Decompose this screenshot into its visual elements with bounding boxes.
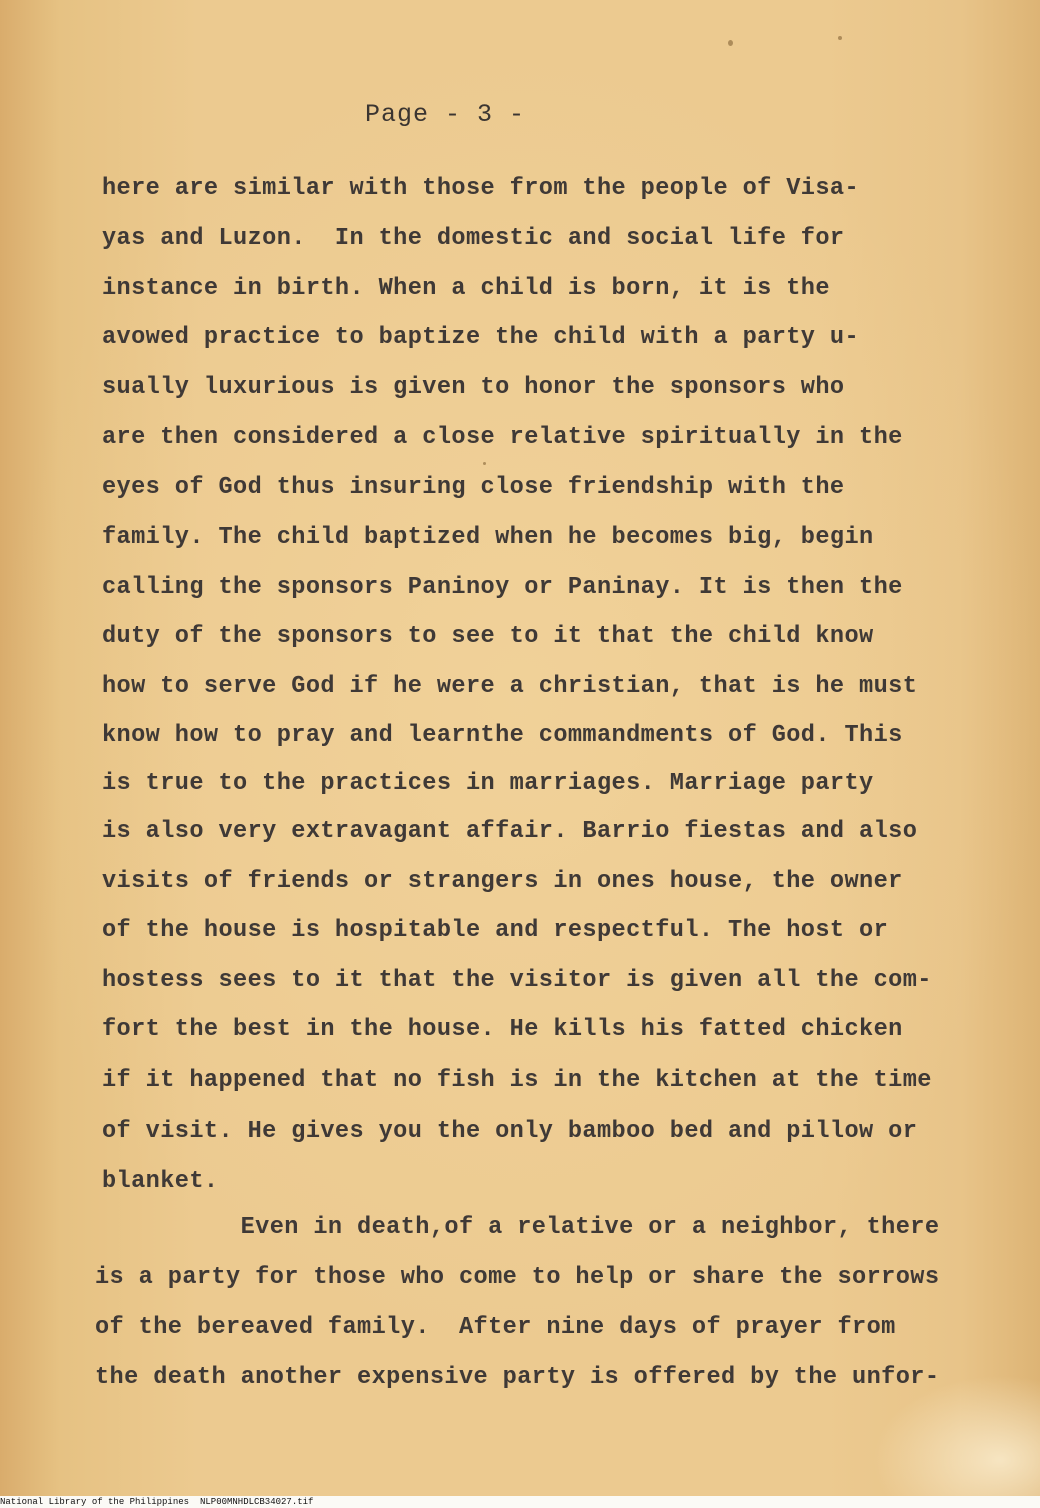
paper-speck [728, 40, 733, 46]
text-line: avowed practice to baptize the child with a party u- [102, 324, 860, 351]
text-line: visits of friends or strangers in ones house, the owner [102, 868, 903, 895]
text-line: if it happened that no fish is in the kitchen at the time [102, 1067, 932, 1094]
scan-footer [0, 1496, 1040, 1508]
text-line: know how to pray and learnthe commandments of God. This [102, 722, 903, 749]
text-line: duty of the sponsors to see to it that the child know [102, 623, 874, 650]
text-line: of the house is hospitable and respectful. The host or [102, 917, 889, 944]
text-line: here are similar with those from the people of Visa- [102, 175, 860, 202]
page-number: Page - 3 - [365, 100, 526, 129]
text-line: Even in death,of a relative or a neighbor, there [95, 1214, 940, 1241]
text-line: of visit. He gives you the only bamboo bed and pillow or [102, 1118, 918, 1145]
text-line: calling the sponsors Paninoy or Paninay. It is then the [102, 574, 903, 601]
text-line: are then considered a close relative spiritually in the [102, 424, 903, 451]
text-line: is also very extravagant affair. Barrio fiestas and also [102, 818, 918, 845]
text-line: sually luxurious is given to honor the sponsors who [102, 374, 845, 401]
text-line: is true to the practices in marriages. Marriage party [102, 770, 874, 797]
footer-library: National Library of the Philippines [0, 1497, 190, 1507]
text-line: instance in birth. When a child is born, it is the [102, 275, 830, 302]
text-line: blanket. [102, 1168, 219, 1195]
paper-speck [838, 36, 842, 40]
text-line: hostess sees to it that the visitor is given all the com- [102, 967, 932, 994]
footer-file-id: NLP00MNHDLCB34027.tif [200, 1497, 314, 1507]
text-line: how to serve God if he were a christian, that is he must [102, 673, 918, 700]
text-line: the death another expensive party is offered by the unfor- [95, 1364, 940, 1391]
text-line: eyes of God thus insuring close friendship with the [102, 474, 845, 501]
paper-speck [483, 462, 486, 465]
text-line: is a party for those who come to help or share the sorrows [95, 1264, 940, 1291]
text-line: of the bereaved family. After nine days of prayer from [95, 1314, 896, 1341]
text-line: yas and Luzon. In the domestic and social life for [102, 225, 845, 252]
text-line: family. The child baptized when he becomes big, begin [102, 524, 874, 551]
text-line: fort the best in the house. He kills his fatted chicken [102, 1016, 903, 1043]
